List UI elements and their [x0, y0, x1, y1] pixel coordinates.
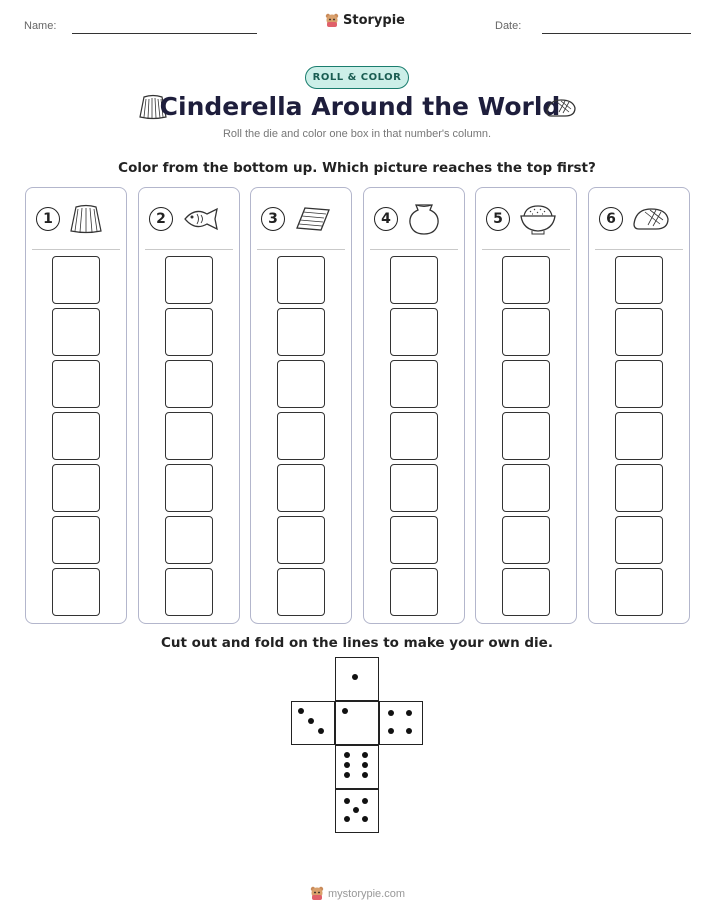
column-divider — [370, 249, 458, 250]
die-pip — [362, 798, 368, 804]
page-subtitle: Roll the die and color one box in that number's column. — [222, 128, 492, 140]
color-box[interactable] — [615, 464, 663, 512]
column-1 — [25, 187, 127, 624]
footer — [310, 886, 405, 901]
color-box[interactable] — [502, 256, 550, 304]
color-box[interactable] — [390, 464, 438, 512]
color-box[interactable] — [165, 256, 213, 304]
column-divider — [145, 249, 233, 250]
brand-logo — [325, 13, 405, 28]
color-box[interactable] — [502, 412, 550, 460]
page-title: Cinderella Around the World — [159, 92, 561, 121]
number-badge: 1 — [36, 207, 60, 231]
die-pip — [388, 710, 394, 716]
die-pip — [362, 762, 368, 768]
cut-instruction: Cut out and fold on the lines to make your own die. — [161, 635, 553, 651]
color-box[interactable] — [165, 412, 213, 460]
column-2 — [138, 187, 240, 624]
grass-skirt-icon — [68, 202, 104, 236]
die-pip — [344, 762, 350, 768]
woven-mat-icon — [293, 204, 333, 234]
color-box[interactable] — [277, 568, 325, 616]
color-box[interactable] — [52, 360, 100, 408]
number-badge: 5 — [486, 207, 510, 231]
die-pip — [388, 728, 394, 734]
color-box[interactable] — [277, 412, 325, 460]
die-face-6 — [335, 745, 379, 789]
color-box[interactable] — [277, 360, 325, 408]
column-3 — [250, 187, 352, 624]
column-divider — [32, 249, 120, 250]
die-face-4 — [379, 701, 423, 745]
color-box[interactable] — [52, 412, 100, 460]
number-badge: 6 — [599, 207, 623, 231]
color-box[interactable] — [615, 256, 663, 304]
bear-mascot-icon — [325, 13, 339, 28]
color-box[interactable] — [390, 360, 438, 408]
color-box[interactable] — [390, 256, 438, 304]
die-pip — [298, 708, 304, 714]
die-pip — [344, 816, 350, 822]
color-box[interactable] — [502, 464, 550, 512]
color-box[interactable] — [502, 360, 550, 408]
color-box[interactable] — [165, 516, 213, 564]
name-line[interactable] — [72, 33, 257, 34]
column-4 — [363, 187, 465, 624]
color-box[interactable] — [615, 308, 663, 356]
die-pip — [344, 772, 350, 778]
color-box[interactable] — [277, 516, 325, 564]
number-badge: 3 — [261, 207, 285, 231]
color-box[interactable] — [52, 516, 100, 564]
die-pip — [406, 728, 412, 734]
die-pip — [308, 718, 314, 724]
date-line[interactable] — [542, 33, 691, 34]
fish-icon — [181, 204, 221, 234]
color-box[interactable] — [165, 360, 213, 408]
rice-bowl-icon — [518, 202, 558, 236]
color-box[interactable] — [615, 360, 663, 408]
color-box[interactable] — [277, 464, 325, 512]
pot-icon — [406, 201, 442, 237]
color-box[interactable] — [165, 308, 213, 356]
color-box[interactable] — [52, 568, 100, 616]
color-box[interactable] — [615, 516, 663, 564]
die-pip — [344, 798, 350, 804]
color-box[interactable] — [390, 568, 438, 616]
color-box[interactable] — [52, 464, 100, 512]
color-box[interactable] — [615, 568, 663, 616]
die-face-1 — [335, 657, 379, 701]
column-divider — [482, 249, 570, 250]
die-pip — [342, 708, 348, 714]
color-box[interactable] — [502, 516, 550, 564]
color-box[interactable] — [390, 308, 438, 356]
die-pip — [344, 752, 350, 758]
column-6 — [588, 187, 690, 624]
die-face-3 — [291, 701, 335, 745]
color-box[interactable] — [52, 308, 100, 356]
die-face-5 — [335, 789, 379, 833]
die-pip — [318, 728, 324, 734]
color-box[interactable] — [502, 568, 550, 616]
color-box[interactable] — [615, 412, 663, 460]
die-pip — [406, 710, 412, 716]
number-badge: 4 — [374, 207, 398, 231]
color-box[interactable] — [277, 256, 325, 304]
column-divider — [257, 249, 345, 250]
date-label: Date: — [495, 20, 522, 32]
die-pip — [362, 816, 368, 822]
color-box[interactable] — [165, 464, 213, 512]
color-box[interactable] — [390, 412, 438, 460]
die-pip — [362, 752, 368, 758]
instruction-text: Color from the bottom up. Which picture reaches the top first? — [118, 160, 596, 176]
column-divider — [595, 249, 683, 250]
slipper-icon — [545, 96, 577, 120]
die-pip — [353, 807, 359, 813]
number-badge: 2 — [149, 207, 173, 231]
color-box[interactable] — [165, 568, 213, 616]
die-pip — [362, 772, 368, 778]
slipper-icon — [631, 204, 671, 234]
name-label: Name: — [24, 20, 57, 32]
die-pip — [352, 674, 358, 680]
category-badge: ROLL & COLOR — [305, 66, 409, 89]
color-box[interactable] — [502, 308, 550, 356]
die-face-1-center — [335, 701, 379, 745]
color-box[interactable] — [390, 516, 438, 564]
brand-name: Storypie — [343, 13, 405, 28]
color-box[interactable] — [277, 308, 325, 356]
bear-mascot-icon — [310, 886, 324, 901]
column-5 — [475, 187, 577, 624]
color-box[interactable] — [52, 256, 100, 304]
footer-url[interactable]: mystorypie.com — [328, 887, 406, 900]
